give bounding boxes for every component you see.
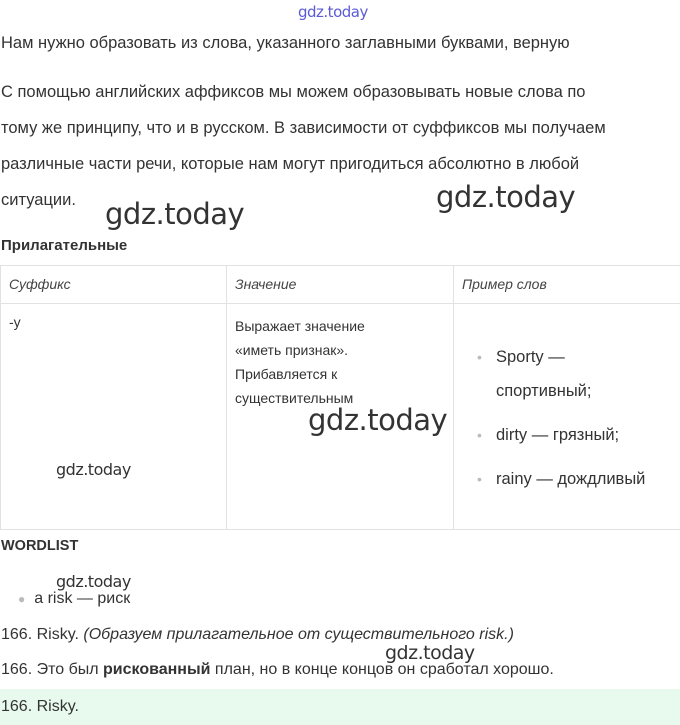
- example-line: спортивный;: [496, 382, 592, 400]
- wordlist-item: [18, 590, 130, 608]
- line-prefix: 166. Risky.: [1, 626, 84, 643]
- cut-mask: [0, 66, 680, 76]
- answer-box: [0, 689, 680, 725]
- meaning-line: «иметь признак».: [235, 342, 349, 358]
- wordlist-heading: WORDLIST: [1, 538, 79, 554]
- watermark: gdz.today: [436, 180, 576, 214]
- sentence-prefix: 166. Это был: [1, 661, 104, 678]
- column-header-meaning: Значение: [227, 266, 454, 304]
- line-note: (Образуем прилагательное от существительного risk.): [83, 626, 514, 643]
- bullet-icon: ●: [18, 592, 26, 606]
- table-header-row: [1, 266, 680, 304]
- adjectives-heading: Прилагательные: [1, 237, 128, 254]
- cell-suffix: [1, 304, 227, 530]
- list-item: • dirty — грязный;: [468, 418, 672, 452]
- paragraph-line-2: тому же принципу, что и в русском. В зависимости от суффиксов мы получаем: [1, 119, 606, 137]
- meaning-line: Выражает значение: [235, 318, 365, 334]
- examples-list: [454, 340, 672, 496]
- column-header-examples: Пример слов: [454, 266, 680, 304]
- watermark: gdz.today: [308, 403, 448, 437]
- suffix-value: -y: [9, 314, 21, 330]
- wordlist-item-text: a risk — риск: [34, 590, 131, 607]
- list-item: [468, 340, 672, 408]
- watermark: gdz.today: [56, 572, 131, 591]
- answer-text: 166. Risky.: [1, 698, 79, 715]
- list-item: • rainy — дождливый: [468, 462, 672, 496]
- cell-examples: [454, 304, 680, 530]
- paragraph-line-4: ситуации.: [1, 191, 76, 209]
- meaning-line: существительным: [235, 390, 354, 406]
- watermark: gdz.today: [385, 642, 475, 664]
- sentence-suffix: план, но в конце концов он сработал хорошо.: [210, 661, 554, 678]
- sentence-line: [1, 661, 554, 679]
- watermark: gdz.today: [56, 460, 131, 479]
- intro-text: Нам нужно образовать из слова, указанного заглавными буквами, верную: [1, 34, 570, 52]
- column-header-suffix: Суффикс: [1, 266, 227, 304]
- meaning-line: Прибавляется к: [235, 366, 338, 382]
- watermark: gdz.today: [105, 197, 245, 231]
- paragraph-line-1: С помощью английских аффиксов мы можем образовывать новые слова по: [1, 83, 586, 101]
- suffix-table: [0, 265, 680, 530]
- watermark-top: gdz.today: [298, 3, 368, 21]
- example-line: • Sporty —: [496, 348, 565, 366]
- paragraph-line-3: различные части речи, которые нам могут пригодиться абсолютно в любой: [1, 155, 580, 173]
- sentence-bold-word: рискованный: [103, 661, 211, 678]
